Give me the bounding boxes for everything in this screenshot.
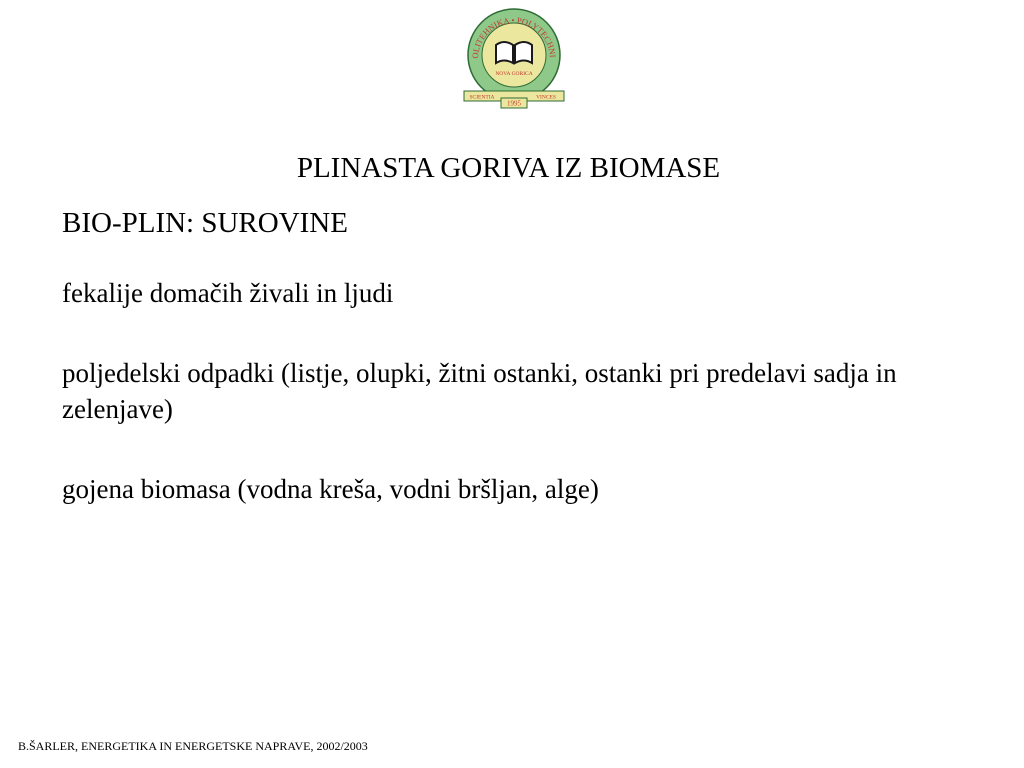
open-book-icon <box>496 42 532 64</box>
seal-center-text: NOVA GORICA <box>495 71 533 77</box>
list-item: fekalije domačih živali in ljudi <box>62 278 394 308</box>
raw-materials-list <box>62 275 962 551</box>
seal-graphic <box>460 5 568 113</box>
list-item: poljedelski odpadki (listje, olupki, žitni ostanki, ostanki pri predelavi sadja in zelenjave) <box>62 358 897 424</box>
list-item: gojena biomasa (vodna kreša, vodni bršljan, alge) <box>62 474 599 504</box>
slide-subtitle: BIO-PLIN: SUROVINE <box>62 207 348 239</box>
university-seal-logo <box>460 5 568 113</box>
slide-title: PLINASTA GORIVA IZ BIOMASE <box>296 152 721 184</box>
seal-arc-text: OLITEHNIKA • POLYTECHNI <box>469 14 558 59</box>
seal-ribbon-right: VINCES <box>536 94 556 101</box>
seal-ribbon-left: SCIENTIA <box>469 94 495 101</box>
slide-footer: B.ŠARLER, ENERGETIKA IN ENERGETSKE NAPRAVE, 2002/2003 <box>18 739 368 753</box>
seal-year: 1995 <box>507 99 521 108</box>
